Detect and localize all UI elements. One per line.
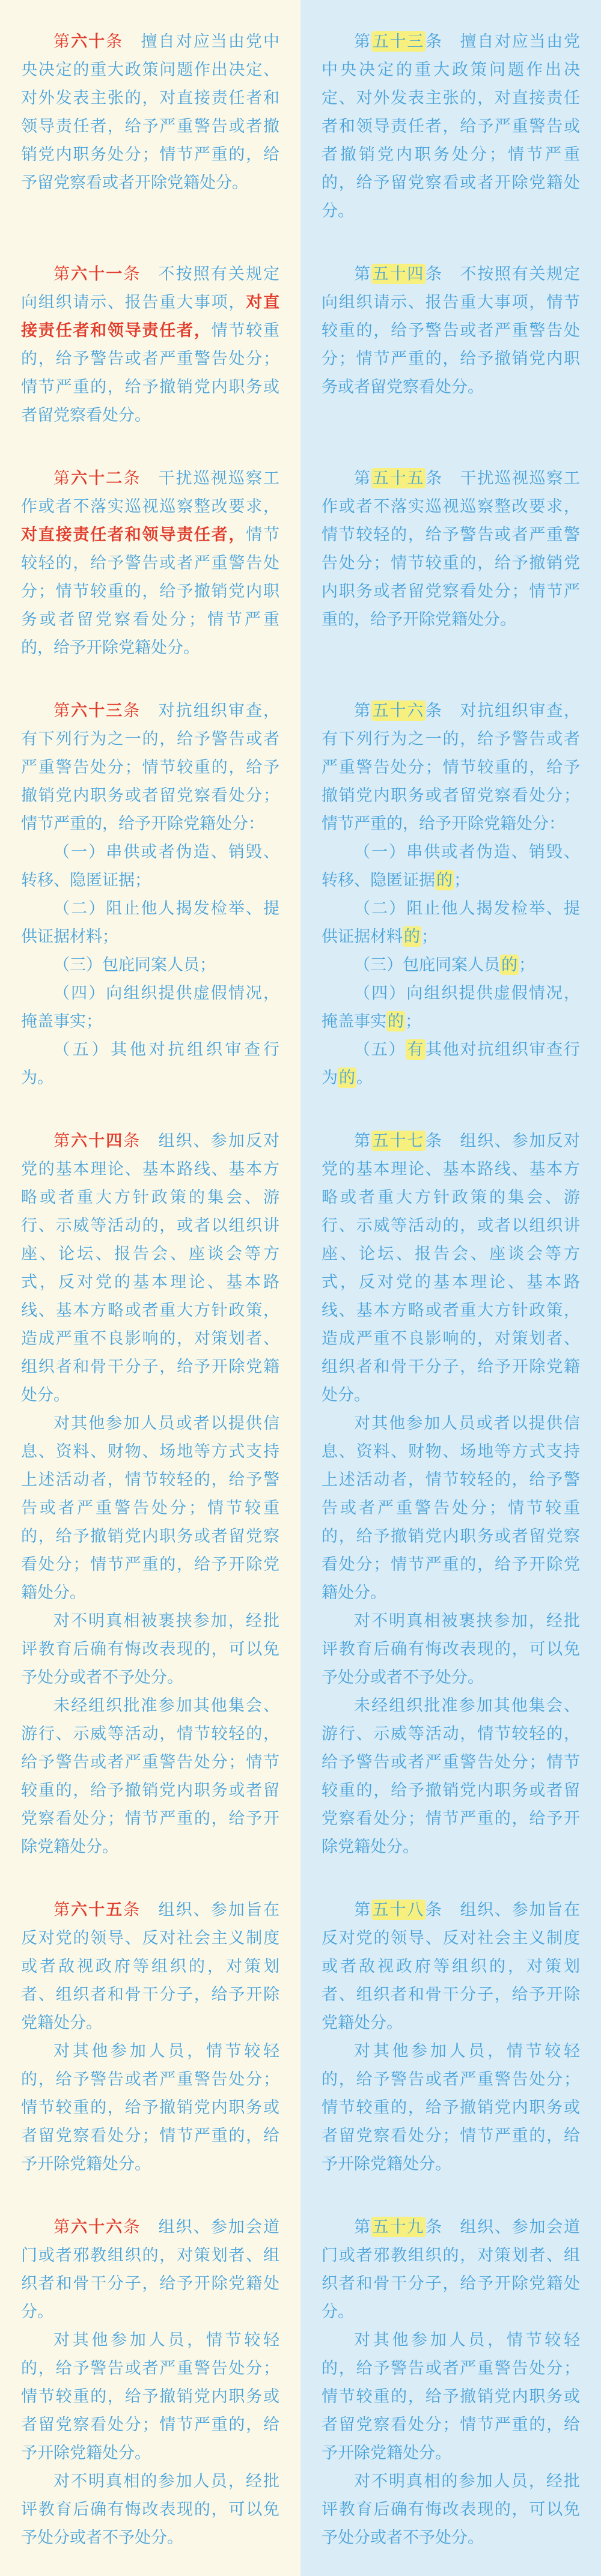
- text-segment: 组织、参加旨在反对党的领导、反对社会主义制度或者敌视政府等组织的，对策划者、组织者和骨干分子，给予开除党籍处分。: [21, 1901, 280, 2032]
- text-segment: （一）串供或者伪造、销毁、转移、隐匿证据: [322, 843, 580, 889]
- paragraph: [21, 2467, 279, 2552]
- added-text-red: 六十四: [71, 1132, 124, 1150]
- text-segment: ；: [405, 1012, 421, 1030]
- article-cell-left: [0, 697, 300, 1127]
- text-segment: 擅自对应当由党中央决定的重大政策问题作出决定、对外发表主张的，对直接责任者和领导责任者，给予严重警告或者撤销党内职务处分；情节严重的，给予留党察看或者开除党籍处分。: [21, 32, 280, 192]
- article-row: [0, 2213, 601, 2576]
- text-segment: 条: [426, 469, 443, 487]
- added-text-red: 六十六: [71, 2218, 124, 2236]
- text-segment: [443, 469, 460, 487]
- text-segment: （二）阻止他人揭发检举、提供证据材料；: [21, 899, 279, 946]
- article-number-red: 第: [53, 1901, 72, 1919]
- text-segment: 对不明真相被裹挟参加，经批评教育后确有悔改表现的，可以免予处分或者不予处分。: [322, 1612, 580, 1686]
- paragraph: [322, 464, 580, 634]
- text-segment: 不按照有关规定向组织请示、报告重大事项，情节较重的，给予警告或者严重警告处分；情节严重的，给予撤销党内职务或者留党察看处分。: [322, 265, 580, 396]
- text-segment: （三）包庇同案人员；: [53, 956, 216, 974]
- article-number-red: 第: [53, 1132, 72, 1150]
- text-segment: 对抗组织审查，有下列行为之一的，给予警告或者严重警告处分；情节较重的，给予撤销党内职务或者留党察看处分；情节严重的，给予开除党籍处分：: [322, 702, 580, 833]
- deleted-text-highlight: 五十七: [372, 1132, 424, 1150]
- article-number-red: 第: [53, 32, 72, 50]
- paragraph: [322, 1607, 580, 1692]
- article-cell-left: [0, 260, 300, 464]
- article-cell-left: [0, 1127, 300, 1896]
- text-segment: 干扰巡视巡察工作或者不落实巡视巡察整改要求，情节较轻的，给予警告或者严重警告处分；情节较重的，给予撤销党内职务或者留党察看处分；情节严重的，给予开除党籍处分。: [322, 469, 580, 628]
- article-cell-left: [0, 2213, 300, 2576]
- text-segment: [141, 265, 158, 283]
- article-number-red: 第: [53, 469, 72, 487]
- paragraph: [21, 1127, 279, 1409]
- article-number-red: 条: [123, 2218, 141, 2236]
- text-segment: [141, 1901, 158, 1919]
- article-cell-right: [300, 260, 601, 464]
- text-segment: [443, 702, 460, 720]
- added-text-red: 六十二: [71, 469, 124, 487]
- article-row: [0, 464, 601, 697]
- paragraph: [21, 1896, 279, 2037]
- deleted-text-highlight: 的: [404, 928, 420, 946]
- paragraph: [21, 1607, 279, 1692]
- article-cell-left: [0, 1896, 300, 2213]
- text-segment: （三）包庇同案人员: [354, 956, 500, 974]
- added-text-red: 六十三: [71, 702, 124, 720]
- text-segment: ；: [519, 956, 535, 974]
- text-segment: 条: [426, 1132, 443, 1150]
- article-cell-right: [300, 1896, 601, 2213]
- paragraph: [21, 2037, 279, 2178]
- text-segment: 对其他参加人员，情节较轻的，给予警告或者严重警告处分；情节较重的，给予撤销党内职务或者留党察看处分；情节严重的，给予开除党籍处分。: [21, 2331, 279, 2462]
- paragraph: [322, 979, 580, 1036]
- text-segment: 不按照有关规定向组织请示、报告重大事项，: [21, 265, 280, 311]
- text-segment: 对不明真相的参加人员，经批评教育后确有悔改表现的，可以免予处分或者不予处分。: [21, 2472, 279, 2547]
- text-segment: 对其他参加人员，情节较轻的，给予警告或者严重警告处分；情节较重的，给予撤销党内职务或者留党察看处分；情节严重的，给予开除党籍处分。: [322, 2331, 580, 2462]
- article-cell-left: [0, 0, 300, 260]
- text-segment: [443, 1132, 460, 1150]
- paragraph: [21, 464, 279, 662]
- paragraph: [322, 1692, 580, 1861]
- text-segment: 。: [356, 1069, 373, 1087]
- paragraph: [21, 28, 279, 197]
- text-segment: （二）阻止他人揭发检举、提供证据材料: [322, 899, 580, 946]
- article-number-red: 第: [53, 702, 72, 720]
- text-segment: [141, 702, 158, 720]
- deleted-text-highlight: 五十四: [372, 265, 424, 283]
- text-segment: 条: [426, 702, 443, 720]
- deleted-text-highlight: 的: [501, 956, 517, 974]
- text-segment: 情节较重的，给予警告或者严重警告处分；情节严重的，给予撤销党内职务或者留党察看处分。: [21, 321, 280, 424]
- text-segment: [141, 1132, 158, 1150]
- deleted-text-highlight: 五十五: [372, 469, 424, 487]
- paragraph: [322, 2326, 580, 2467]
- paragraph: [322, 697, 580, 838]
- paragraph: [21, 1036, 279, 1092]
- deleted-text-highlight: 有: [407, 1040, 424, 1059]
- paragraph: [21, 1409, 279, 1607]
- deleted-text-highlight: 五十六: [372, 702, 424, 720]
- deleted-text-highlight: 五十三: [372, 32, 424, 50]
- added-text-red: 对直接责任者和领导责任者，: [21, 293, 280, 339]
- article-row: [0, 1896, 601, 2213]
- paragraph: [21, 979, 279, 1036]
- paragraph: [322, 260, 580, 401]
- text-segment: 其他对抗组织审查行为: [322, 1040, 580, 1087]
- text-segment: （四）向组织提供虚假情况，掩盖事实；: [21, 984, 279, 1030]
- text-segment: 第: [354, 32, 371, 50]
- text-segment: 对不明真相被裹挟参加，经批评教育后确有悔改表现的，可以免予处分或者不予处分。: [21, 1612, 279, 1686]
- paragraph: [322, 1896, 580, 2037]
- text-segment: 对不明真相的参加人员，经批评教育后确有悔改表现的，可以免予处分或者不予处分。: [322, 2472, 580, 2547]
- text-segment: [443, 2218, 460, 2236]
- article-row: [0, 697, 601, 1127]
- text-segment: ；: [454, 871, 470, 889]
- paragraph: [322, 895, 580, 951]
- text-segment: （五）其他对抗组织审查行为。: [21, 1040, 279, 1087]
- paragraph: [21, 260, 279, 430]
- article-row: [0, 1127, 601, 1896]
- text-segment: 组织、参加反对党的基本理论、基本路线、基本方略或者重大方针政策的集会、游行、示威等活动的，或者以组织讲座、论坛、报告会、座谈会等方式，反对党的基本理论、基本路线、基本方略或者重大方针政策，造成严重不良影响的，对策划者、组织者和骨干分子，给予开除党籍处分。: [21, 1132, 280, 1404]
- text-segment: 第: [354, 1901, 371, 1919]
- text-segment: 第: [354, 702, 371, 720]
- text-segment: [141, 469, 158, 487]
- article-cell-left: [0, 464, 300, 697]
- paragraph: [21, 697, 279, 838]
- text-segment: 组织、参加旨在反对党的领导、反对社会主义制度或者敌视政府等组织的，对策划者、组织者和骨干分子，给予开除党籍处分。: [322, 1901, 580, 2032]
- article-number-red: 条: [123, 265, 141, 283]
- text-segment: [443, 265, 460, 283]
- article-number-red: 条: [123, 702, 141, 720]
- text-segment: 条: [426, 32, 443, 50]
- text-segment: 对抗组织审查，有下列行为之一的，给予警告或者严重警告处分；情节较重的，给予撤销党内职务或者留党察看处分；情节严重的，给予开除党籍处分：: [21, 702, 280, 833]
- added-text-red: 六十: [71, 32, 106, 50]
- text-segment: [141, 2218, 158, 2236]
- paragraph: [322, 2467, 580, 2552]
- paragraph: [322, 838, 580, 895]
- text-segment: 条: [426, 1901, 443, 1919]
- text-segment: 第: [354, 2218, 371, 2236]
- article-number-red: 条: [106, 32, 124, 50]
- article-cell-right: [300, 1127, 601, 1896]
- article-row: [0, 260, 601, 464]
- paragraph: [322, 1409, 580, 1607]
- text-segment: 对其他参加人员，情节较轻的，给予警告或者严重警告处分；情节较重的，给予撤销党内职务或者留党察看处分；情节严重的，给予开除党籍处分。: [322, 2042, 580, 2173]
- text-segment: 未经组织批准参加其他集会、游行、示威等活动，情节较轻的，给予警告或者严重警告处分；情节较重的，给予撤销党内职务或者留党察看处分；情节严重的，给予开除党籍处分。: [21, 1697, 279, 1856]
- text-segment: 对其他参加人员或者以提供信息、资料、财物、场地等方式支持上述活动者，情节较轻的，给予警告或者严重警告处分；情节较重的，给予撤销党内职务或者留党察看处分；情节严重的，给予开除党籍处分。: [21, 1414, 279, 1602]
- article-cell-right: [300, 0, 601, 260]
- text-segment: （四）向组织提供虚假情况，掩盖事实: [322, 984, 580, 1030]
- deleted-text-highlight: 五十九: [372, 2218, 424, 2236]
- deleted-text-highlight: 的: [388, 1012, 404, 1030]
- paragraph: [21, 2326, 279, 2467]
- paragraph: [21, 1692, 279, 1861]
- text-segment: 情节较轻的，给予警告或者严重警告处分；情节较重的，给予撤销党内职务或者留党察看处分；情节严重的，给予开除党籍处分。: [21, 526, 280, 657]
- article-number-red: 第: [53, 2218, 72, 2236]
- article-number-red: 条: [123, 1901, 141, 1919]
- text-segment: 组织、参加反对党的基本理论、基本路线、基本方略或者重大方针政策的集会、游行、示威等活动的，或者以组织讲座、论坛、报告会、座谈会等方式，反对党的基本理论、基本路线、基本方略或者重大方针政策，造成严重不良影响的，对策划者、组织者和骨干分子，给予开除党籍处分。: [322, 1132, 580, 1404]
- paragraph: [322, 951, 580, 979]
- text-segment: ；: [421, 928, 438, 946]
- article-cell-right: [300, 697, 601, 1127]
- article-cell-right: [300, 464, 601, 697]
- paragraph: [322, 2037, 580, 2178]
- added-text-red: 六十一: [71, 265, 124, 283]
- paragraph: [322, 28, 580, 225]
- paragraph: [21, 2213, 279, 2326]
- paragraph: [21, 895, 279, 951]
- text-segment: 条: [426, 2218, 443, 2236]
- deleted-text-highlight: 的: [339, 1069, 355, 1087]
- text-segment: 组织、参加会道门或者邪教组织的，对策划者、组织者和骨干分子，给予开除党籍处分。: [322, 2218, 580, 2321]
- text-segment: 擅自对应当由党中央决定的重大政策问题作出决定、对外发表主张的，对直接责任者和领导责任者，给予严重警告或者撤销党内职务处分；情节严重的，给予留党察看或者开除党籍处分。: [322, 32, 580, 220]
- article-number-red: 条: [123, 469, 141, 487]
- article-number-red: 第: [53, 265, 72, 283]
- text-segment: 对其他参加人员，情节较轻的，给予警告或者严重警告处分；情节较重的，给予撤销党内职务或者留党察看处分；情节严重的，给予开除党籍处分。: [21, 2042, 279, 2173]
- added-text-red: 六十五: [71, 1901, 124, 1919]
- article-cell-right: [300, 2213, 601, 2576]
- text-segment: 第: [354, 1132, 371, 1150]
- text-segment: [443, 32, 460, 50]
- article-number-red: 条: [123, 1132, 141, 1150]
- text-segment: （五）: [354, 1040, 406, 1059]
- text-segment: 未经组织批准参加其他集会、游行、示威等活动，情节较轻的，给予警告或者严重警告处分；情节较重的，给予撤销党内职务或者留党察看处分；情节严重的，给予开除党籍处分。: [322, 1697, 580, 1856]
- text-segment: 第: [354, 265, 371, 283]
- text-segment: 对其他参加人员或者以提供信息、资料、财物、场地等方式支持上述活动者，情节较轻的，给予警告或者严重警告处分；情节较重的，给予撤销党内职务或者留党察看处分；情节严重的，给予开除党籍处分。: [322, 1414, 580, 1602]
- paragraph: [322, 2213, 580, 2326]
- paragraph: [21, 951, 279, 979]
- text-segment: 组织、参加会道门或者邪教组织的，对策划者、组织者和骨干分子，给予开除党籍处分。: [21, 2218, 280, 2321]
- added-text-red: 对直接责任者和领导责任者，: [21, 526, 246, 544]
- text-segment: [443, 1901, 460, 1919]
- text-segment: 干扰巡视巡察工作或者不落实巡视巡察整改要求，: [21, 469, 280, 515]
- article-row: [0, 0, 601, 260]
- paragraph: [21, 838, 279, 895]
- text-segment: 条: [426, 265, 443, 283]
- text-segment: 第: [354, 469, 371, 487]
- text-segment: （一）串供或者伪造、销毁、转移、隐匿证据；: [21, 843, 279, 889]
- paragraph: [322, 1127, 580, 1409]
- paragraph: [322, 1036, 580, 1092]
- text-segment: [123, 32, 141, 50]
- deleted-text-highlight: 五十八: [372, 1901, 424, 1919]
- deleted-text-highlight: 的: [436, 871, 453, 889]
